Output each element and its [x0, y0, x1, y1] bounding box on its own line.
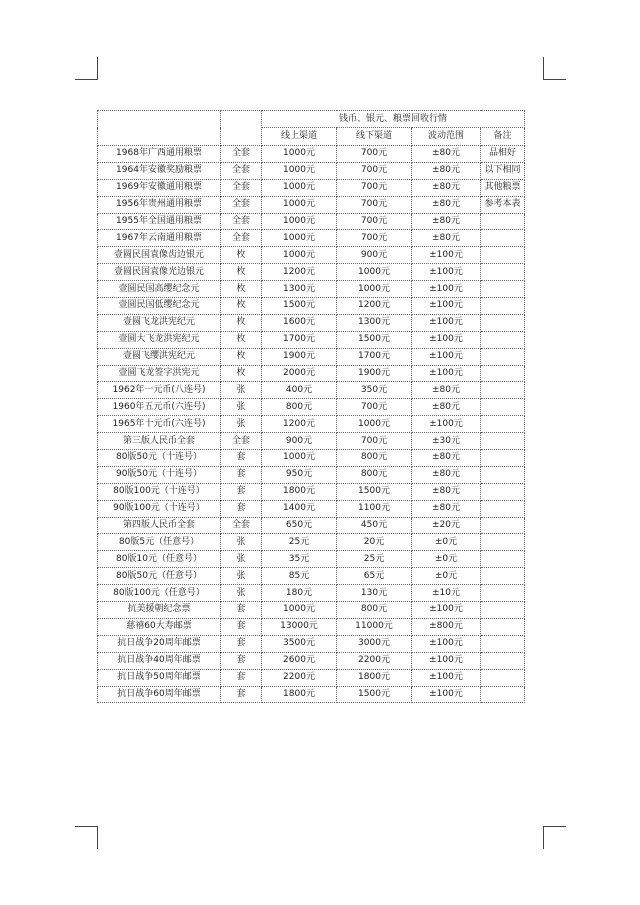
header-blank-unit	[221, 111, 262, 146]
header-blank-name	[98, 111, 221, 146]
note-cell	[481, 602, 525, 619]
fluctuation-range-cell: ±100元	[412, 281, 481, 298]
fluctuation-range-cell: ±80元	[412, 450, 481, 467]
unit-cell: 套	[221, 483, 262, 500]
unit-cell: 全套	[221, 213, 262, 230]
item-name-cell: 抗日战争20周年邮票	[98, 635, 221, 652]
table-row	[98, 196, 525, 213]
table-row	[98, 568, 525, 585]
column-header-offline: 线下渠道	[337, 128, 412, 146]
online-price-cell: 1800元	[262, 686, 337, 703]
online-price-cell: 1000元	[262, 450, 337, 467]
fluctuation-range-cell: ±10元	[412, 585, 481, 602]
item-name-cell: 80版10元（任意号）	[98, 551, 221, 568]
unit-cell: 套	[221, 669, 262, 686]
offline-price-cell: 3000元	[337, 635, 412, 652]
item-name-cell: 1969年安徽通用粮票	[98, 179, 221, 196]
offline-price-cell: 1100元	[337, 500, 412, 517]
fluctuation-range-cell: ±100元	[412, 348, 481, 365]
note-cell	[481, 298, 525, 315]
fluctuation-range-cell: ±80元	[412, 196, 481, 213]
item-name-cell: 80版50元（十连号）	[98, 450, 221, 467]
item-name-cell: 1962年一元币(八连号)	[98, 382, 221, 399]
table-row	[98, 483, 525, 500]
online-price-cell: 2000元	[262, 365, 337, 382]
note-cell	[481, 551, 525, 568]
table-row	[98, 602, 525, 619]
table-row	[98, 162, 525, 179]
online-price-cell: 1300元	[262, 281, 337, 298]
online-price-cell: 1600元	[262, 314, 337, 331]
item-name-cell: 抗美援朝纪念票	[98, 602, 221, 619]
table-row	[98, 281, 525, 298]
unit-cell: 全套	[221, 230, 262, 247]
unit-cell: 枚	[221, 247, 262, 264]
note-cell	[481, 686, 525, 703]
column-header-note: 备注	[481, 128, 525, 146]
table-row	[98, 433, 525, 450]
unit-cell: 张	[221, 416, 262, 433]
table-row	[98, 450, 525, 467]
offline-price-cell: 130元	[337, 585, 412, 602]
offline-price-cell: 1500元	[337, 483, 412, 500]
table-row	[98, 551, 525, 568]
online-price-cell: 1900元	[262, 348, 337, 365]
note-cell	[481, 652, 525, 669]
table-header-row	[98, 111, 525, 128]
fluctuation-range-cell: ±100元	[412, 635, 481, 652]
offline-price-cell: 1000元	[337, 416, 412, 433]
note-cell	[481, 618, 525, 635]
item-name-cell: 抗日战争40周年邮票	[98, 652, 221, 669]
offline-price-cell: 800元	[337, 450, 412, 467]
fluctuation-range-cell: ±0元	[412, 551, 481, 568]
online-price-cell: 35元	[262, 551, 337, 568]
unit-cell: 枚	[221, 365, 262, 382]
fluctuation-range-cell: ±100元	[412, 247, 481, 264]
fluctuation-range-cell: ±80元	[412, 399, 481, 416]
table-row	[98, 534, 525, 551]
note-cell	[481, 534, 525, 551]
fluctuation-range-cell: ±0元	[412, 568, 481, 585]
table-row	[98, 652, 525, 669]
item-name-cell: 1955年全国通用粮票	[98, 213, 221, 230]
note-cell	[481, 382, 525, 399]
online-price-cell: 1000元	[262, 196, 337, 213]
unit-cell: 套	[221, 618, 262, 635]
table-row	[98, 298, 525, 315]
online-price-cell: 900元	[262, 433, 337, 450]
unit-cell: 全套	[221, 517, 262, 534]
fluctuation-range-cell: ±80元	[412, 500, 481, 517]
fluctuation-range-cell: ±80元	[412, 382, 481, 399]
fluctuation-range-cell: ±100元	[412, 686, 481, 703]
item-name-cell: 壹圆民国低缨纪念元	[98, 298, 221, 315]
table-row	[98, 331, 525, 348]
unit-cell: 张	[221, 551, 262, 568]
unit-cell: 全套	[221, 146, 262, 163]
fluctuation-range-cell: ±100元	[412, 298, 481, 315]
fluctuation-range-cell: ±80元	[412, 466, 481, 483]
fluctuation-range-cell: ±80元	[412, 483, 481, 500]
crop-mark-bottom-left	[75, 826, 98, 849]
unit-cell: 枚	[221, 314, 262, 331]
fluctuation-range-cell: ±100元	[412, 669, 481, 686]
offline-price-cell: 1200元	[337, 298, 412, 315]
item-name-cell: 80版5元（任意号）	[98, 534, 221, 551]
unit-cell: 张	[221, 534, 262, 551]
table-row	[98, 179, 525, 196]
offline-price-cell: 1300元	[337, 314, 412, 331]
offline-price-cell: 700元	[337, 196, 412, 213]
offline-price-cell: 1900元	[337, 365, 412, 382]
unit-cell: 全套	[221, 433, 262, 450]
item-name-cell: 壹圆飞龙洪宪纪元	[98, 314, 221, 331]
item-name-cell: 壹圆飞龙签字洪宪元	[98, 365, 221, 382]
crop-mark-bottom-right	[543, 826, 566, 849]
item-name-cell: 1960年五元币(六连号)	[98, 399, 221, 416]
unit-cell: 全套	[221, 179, 262, 196]
table-row	[98, 416, 525, 433]
online-price-cell: 180元	[262, 585, 337, 602]
unit-cell: 全套	[221, 196, 262, 213]
online-price-cell: 2600元	[262, 652, 337, 669]
table-row	[98, 146, 525, 163]
item-name-cell: 壹圆飞缨洪宪纪元	[98, 348, 221, 365]
offline-price-cell: 25元	[337, 551, 412, 568]
offline-price-cell: 350元	[337, 382, 412, 399]
item-name-cell: 壹圆民国高缨纪念元	[98, 281, 221, 298]
online-price-cell: 1200元	[262, 264, 337, 281]
note-cell: 其他粮票	[481, 179, 525, 196]
online-price-cell: 1000元	[262, 247, 337, 264]
fluctuation-range-cell: ±100元	[412, 652, 481, 669]
fluctuation-range-cell: ±80元	[412, 146, 481, 163]
online-price-cell: 1000元	[262, 146, 337, 163]
item-name-cell: 1967年云南通用粮票	[98, 230, 221, 247]
note-cell	[481, 517, 525, 534]
online-price-cell: 1000元	[262, 213, 337, 230]
note-cell: 以下相同	[481, 162, 525, 179]
note-cell	[481, 331, 525, 348]
column-header-range: 波动范围	[412, 128, 481, 146]
note-cell	[481, 483, 525, 500]
offline-price-cell: 450元	[337, 517, 412, 534]
note-cell	[481, 669, 525, 686]
note-cell	[481, 635, 525, 652]
fluctuation-range-cell: ±20元	[412, 517, 481, 534]
note-cell	[481, 314, 525, 331]
item-name-cell: 90版50元（十连号）	[98, 466, 221, 483]
offline-price-cell: 700元	[337, 230, 412, 247]
fluctuation-range-cell: ±80元	[412, 179, 481, 196]
offline-price-cell: 1800元	[337, 669, 412, 686]
fluctuation-range-cell: ±80元	[412, 213, 481, 230]
offline-price-cell: 2200元	[337, 652, 412, 669]
unit-cell: 套	[221, 635, 262, 652]
note-cell	[481, 568, 525, 585]
fluctuation-range-cell: ±0元	[412, 534, 481, 551]
note-cell	[481, 213, 525, 230]
online-price-cell: 1400元	[262, 500, 337, 517]
unit-cell: 张	[221, 382, 262, 399]
note-cell	[481, 450, 525, 467]
item-name-cell: 壹圆大飞龙洪宪纪元	[98, 331, 221, 348]
offline-price-cell: 700元	[337, 213, 412, 230]
item-name-cell: 80版100元（任意号）	[98, 585, 221, 602]
offline-price-cell: 1500元	[337, 686, 412, 703]
item-name-cell: 抗日战争60周年邮票	[98, 686, 221, 703]
online-price-cell: 1000元	[262, 602, 337, 619]
online-price-cell: 1000元	[262, 162, 337, 179]
online-price-cell: 950元	[262, 466, 337, 483]
online-price-cell: 3500元	[262, 635, 337, 652]
note-cell	[481, 230, 525, 247]
table-row	[98, 686, 525, 703]
table-row	[98, 247, 525, 264]
item-name-cell: 1964年安徽奖励粮票	[98, 162, 221, 179]
note-cell	[481, 585, 525, 602]
table-row	[98, 399, 525, 416]
note-cell	[481, 247, 525, 264]
unit-cell: 张	[221, 399, 262, 416]
offline-price-cell: 800元	[337, 466, 412, 483]
note-cell	[481, 416, 525, 433]
note-cell	[481, 348, 525, 365]
item-name-cell: 1956年贵州通用粮票	[98, 196, 221, 213]
item-name-cell: 80版50元（任意号）	[98, 568, 221, 585]
item-name-cell: 慈禧60大寿邮票	[98, 618, 221, 635]
column-header-online: 线上渠道	[262, 128, 337, 146]
fluctuation-range-cell: ±800元	[412, 618, 481, 635]
online-price-cell: 650元	[262, 517, 337, 534]
offline-price-cell: 11000元	[337, 618, 412, 635]
online-price-cell: 800元	[262, 399, 337, 416]
note-cell	[481, 466, 525, 483]
fluctuation-range-cell: ±30元	[412, 433, 481, 450]
offline-price-cell: 1700元	[337, 348, 412, 365]
item-name-cell: 80版100元（十连号）	[98, 483, 221, 500]
item-name-cell: 1968年广西通用粮票	[98, 146, 221, 163]
unit-cell: 套	[221, 602, 262, 619]
table-row	[98, 517, 525, 534]
unit-cell: 枚	[221, 348, 262, 365]
table-row	[98, 618, 525, 635]
note-cell	[481, 500, 525, 517]
fluctuation-range-cell: ±100元	[412, 416, 481, 433]
table-row	[98, 365, 525, 382]
note-cell: 参考本表	[481, 196, 525, 213]
table-row	[98, 213, 525, 230]
online-price-cell: 13000元	[262, 618, 337, 635]
table-group-header: 钱币、银元、粮票回收行情	[262, 111, 525, 128]
offline-price-cell: 700元	[337, 433, 412, 450]
table-row	[98, 466, 525, 483]
unit-cell: 张	[221, 568, 262, 585]
crop-mark-top-right	[543, 57, 566, 80]
item-name-cell: 第三版人民币全套	[98, 433, 221, 450]
item-name-cell: 壹圆民国袁像光边银元	[98, 264, 221, 281]
offline-price-cell: 700元	[337, 162, 412, 179]
unit-cell: 套	[221, 466, 262, 483]
item-name-cell: 第四版人民币全套	[98, 517, 221, 534]
online-price-cell: 1500元	[262, 298, 337, 315]
item-name-cell: 抗日战争50周年邮票	[98, 669, 221, 686]
note-cell	[481, 399, 525, 416]
table-row	[98, 669, 525, 686]
online-price-cell: 2200元	[262, 669, 337, 686]
offline-price-cell: 20元	[337, 534, 412, 551]
note-cell	[481, 281, 525, 298]
unit-cell: 全套	[221, 162, 262, 179]
table-row	[98, 348, 525, 365]
crop-mark-top-left	[75, 57, 98, 80]
fluctuation-range-cell: ±100元	[412, 264, 481, 281]
unit-cell: 套	[221, 450, 262, 467]
online-price-cell: 400元	[262, 382, 337, 399]
offline-price-cell: 800元	[337, 602, 412, 619]
offline-price-cell: 65元	[337, 568, 412, 585]
fluctuation-range-cell: ±100元	[412, 365, 481, 382]
online-price-cell: 1700元	[262, 331, 337, 348]
unit-cell: 枚	[221, 264, 262, 281]
offline-price-cell: 900元	[337, 247, 412, 264]
note-cell: 品相好	[481, 146, 525, 163]
unit-cell: 枚	[221, 298, 262, 315]
item-name-cell: 90版100元（十连号）	[98, 500, 221, 517]
fluctuation-range-cell: ±100元	[412, 602, 481, 619]
item-name-cell: 壹圆民国袁像齿边银元	[98, 247, 221, 264]
table-row	[98, 500, 525, 517]
table-row	[98, 314, 525, 331]
table-row	[98, 635, 525, 652]
online-price-cell: 85元	[262, 568, 337, 585]
online-price-cell: 1000元	[262, 179, 337, 196]
unit-cell: 张	[221, 585, 262, 602]
online-price-cell: 1800元	[262, 483, 337, 500]
offline-price-cell: 700元	[337, 179, 412, 196]
item-name-cell: 1965年十元币(六连号)	[98, 416, 221, 433]
offline-price-cell: 1500元	[337, 331, 412, 348]
table-row	[98, 382, 525, 399]
unit-cell: 枚	[221, 331, 262, 348]
recycling-price-table	[97, 110, 525, 703]
note-cell	[481, 365, 525, 382]
fluctuation-range-cell: ±100元	[412, 331, 481, 348]
fluctuation-range-cell: ±80元	[412, 162, 481, 179]
unit-cell: 套	[221, 686, 262, 703]
note-cell	[481, 264, 525, 281]
offline-price-cell: 700元	[337, 146, 412, 163]
table-row	[98, 230, 525, 247]
unit-cell: 套	[221, 652, 262, 669]
fluctuation-range-cell: ±100元	[412, 314, 481, 331]
online-price-cell: 25元	[262, 534, 337, 551]
offline-price-cell: 1000元	[337, 264, 412, 281]
unit-cell: 枚	[221, 281, 262, 298]
table-row	[98, 264, 525, 281]
note-cell	[481, 433, 525, 450]
offline-price-cell: 700元	[337, 399, 412, 416]
unit-cell: 套	[221, 500, 262, 517]
fluctuation-range-cell: ±80元	[412, 230, 481, 247]
table-row	[98, 585, 525, 602]
offline-price-cell: 1000元	[337, 281, 412, 298]
online-price-cell: 1000元	[262, 230, 337, 247]
online-price-cell: 1200元	[262, 416, 337, 433]
